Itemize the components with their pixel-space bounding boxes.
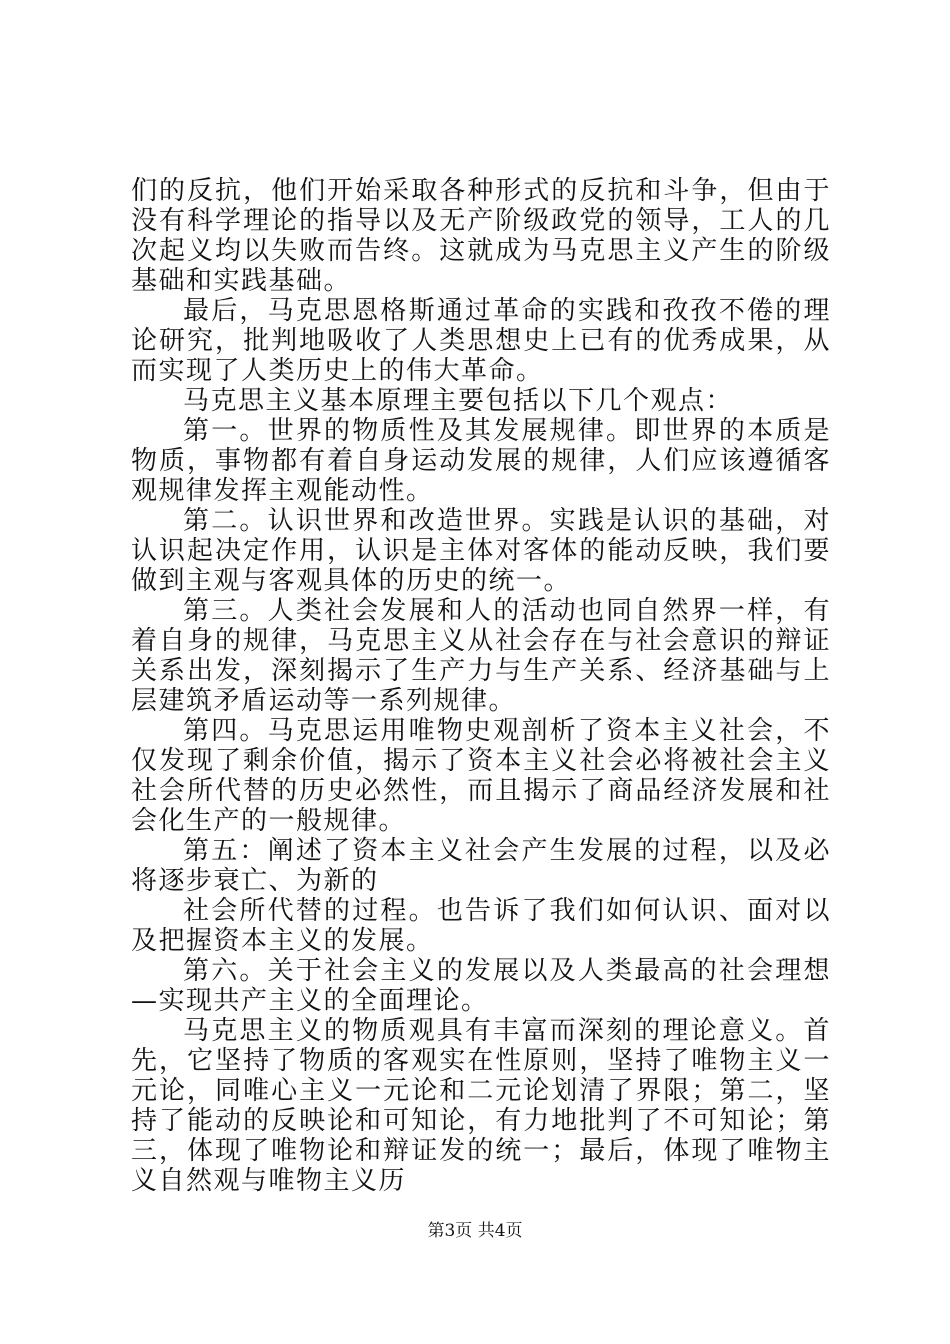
paragraph-6: 第三。人类社会发展和人的活动也同自然界一样，有着自身的规律，马克思主义从社会存在与社会意识的辩证关系出发，深刻揭示了生产力与生产关系、经济基础与上层建筑矛盾运动等一系列规律。 bbox=[131, 596, 831, 716]
paragraph-2: 最后，马克思恩格斯通过革命的实践和孜孜不倦的理论研究，批判地吸收了人类思想史上已有的优秀成果，从而实现了人类历史上的伟大革命。 bbox=[131, 296, 831, 386]
paragraph-10: 第六。关于社会主义的发展以及人类最高的社会理想—实现共产主义的全面理论。 bbox=[131, 956, 831, 1016]
paragraph-7: 第四。马克思运用唯物史观剖析了资本主义社会，不仅发现了剩余价值，揭示了资本主义社会必将被社会主义社会所代替的历史必然性，而且揭示了商品经济发展和社会化生产的一般规律。 bbox=[131, 716, 831, 836]
paragraph-9: 社会所代替的过程。也告诉了我们如何认识、面对以及把握资本主义的发展。 bbox=[131, 896, 831, 956]
body-text bbox=[131, 176, 831, 1196]
paragraph-4: 第一。世界的物质性及其发展规律。即世界的本质是物质，事物都有着自身运动发展的规律，人们应该遵循客观规律发挥主观能动性。 bbox=[131, 416, 831, 506]
paragraph-5: 第二。认识世界和改造世界。实践是认识的基础，对认识起决定作用，认识是主体对客体的能动反映，我们要做到主观与客观具体的历史的统一。 bbox=[131, 506, 831, 596]
paragraph-3: 马克思主义基本原理主要包括以下几个观点： bbox=[183, 386, 734, 416]
page-number-label: 第3页 共4页 bbox=[427, 1221, 523, 1241]
paragraph-11: 马克思主义的物质观具有丰富而深刻的理论意义。首先，它坚持了物质的客观实在性原则，坚持了唯物主义一元论，同唯心主义一元论和二元论划清了界限；第二，坚持了能动的反映论和可知论，有力地批判了不可知论；第三，体现了唯物论和辩证发的统一；最后，体现了唯物主义自然观与唯物主义历 bbox=[131, 1016, 831, 1196]
paragraph-1: 们的反抗，他们开始采取各种形式的反抗和斗争，但由于没有科学理论的指导以及无产阶级政党的领导，工人的几次起义均以失败而告终。这就成为马克思主义产生的阶级基础和实践基础。 bbox=[131, 176, 831, 296]
page-footer bbox=[0, 1221, 950, 1241]
paragraph-8: 第五：阐述了资本主义社会产生发展的过程，以及必将逐步衰亡、为新的 bbox=[131, 836, 831, 896]
